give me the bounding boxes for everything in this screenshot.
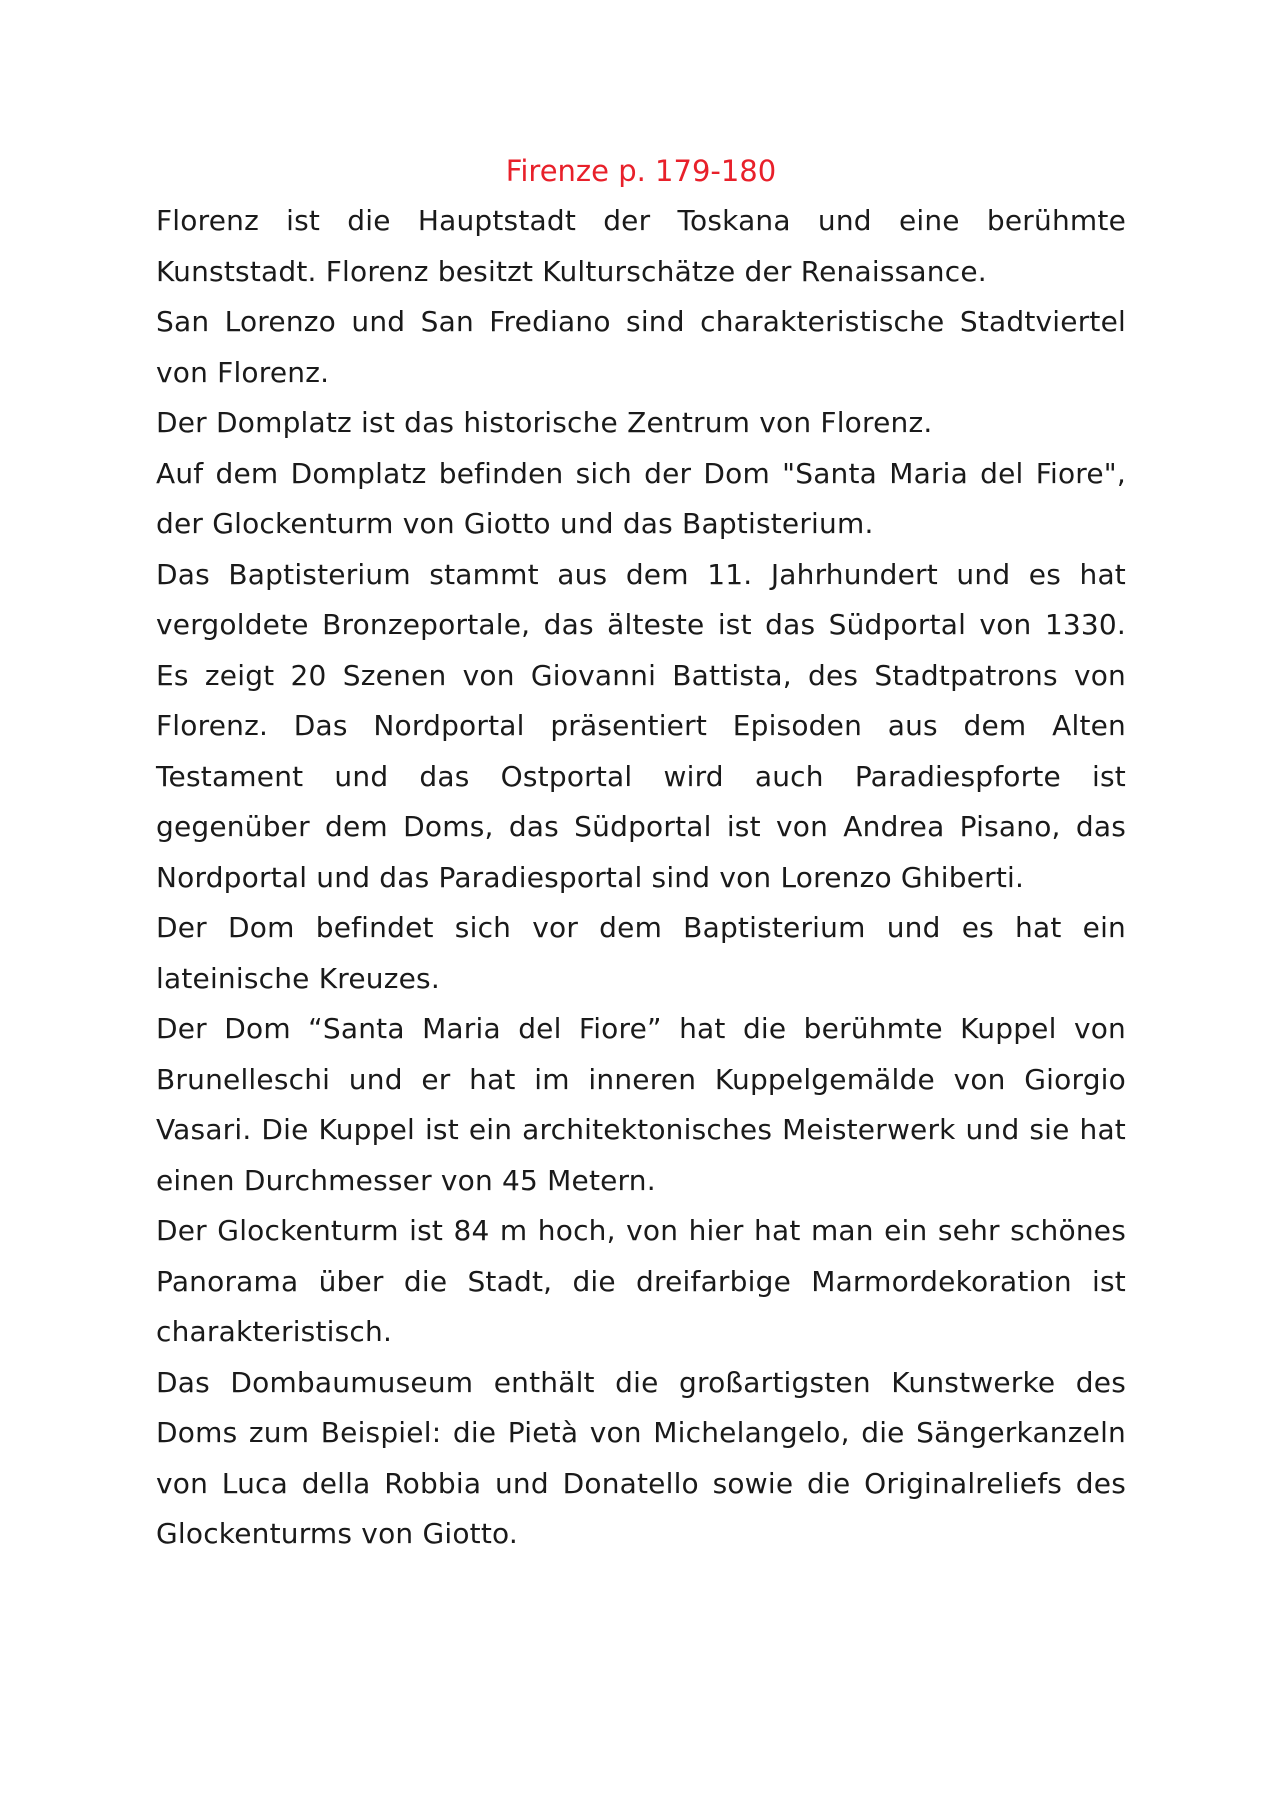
paragraph-baptisterium: Das Baptisterium stammt aus dem 11. Jahrhundert und es hat vergoldete Bronzeportale, das älteste ist das Südportal von 1330. Es zeigt 20 Szenen von Giovanni Battista, des Stadtpatrons von Florenz. Das Nordportal präsentiert Episoden aus dem Alten Testament und das Ostportal wird auch Paradiespforte ist gegenüber dem Doms, das Südportal ist von Andrea Pisano, das Nordportal und das Paradiesportal sind von Lorenzo Ghiberti. <box>156 557 1126 894</box>
document-title: Firenze p. 179-180 <box>505 154 777 188</box>
paragraph-dombaumuseum: Das Dombaumuseum enthält die großartigsten Kunstwerke des Doms zum Beispiel: die Pietà von Michelangelo, die Sängerkanzeln von Luca della Robbia und Donatello sowie die Originalreliefs des Glockenturms von Giotto. <box>156 1365 1126 1550</box>
document-content <box>156 146 1126 1560</box>
paragraph-intro: Florenz ist die Hauptstadt der Toskana und eine berühmte Kunststadt. Florenz besitzt Kulturschätze der Renaissance. <box>156 204 1126 288</box>
paragraph-districts: San Lorenzo und San Frediano sind charakteristische Stadtviertel von Florenz. <box>156 305 1126 389</box>
paragraph-domplatz-buildings: Auf dem Domplatz befinden sich der Dom "Santa Maria del Fiore", der Glockenturm von Giotto und das Baptisterium. <box>156 456 1126 540</box>
paragraph-dom-location: Der Dom befindet sich vor dem Baptisterium und es hat ein lateinische Kreuzes. <box>156 911 1126 995</box>
paragraph-dom-kuppel: Der Dom “Santa Maria del Fiore” hat die berühmte Kuppel von Brunelleschi und er hat im inneren Kuppelgemälde von Giorgio Vasari. Die Kuppel ist ein architektonisches Meisterwerk und sie hat einen Durchmesser von 45 Metern. <box>156 1012 1126 1197</box>
paragraph-glockenturm: Der Glockenturm ist 84 m hoch, von hier hat man ein sehr schönes Panorama über die Stadt, die dreifarbige Marmordekoration ist charakteristisch. <box>156 1214 1126 1348</box>
paragraph-domplatz: Der Domplatz ist das historische Zentrum von Florenz. <box>156 406 933 439</box>
